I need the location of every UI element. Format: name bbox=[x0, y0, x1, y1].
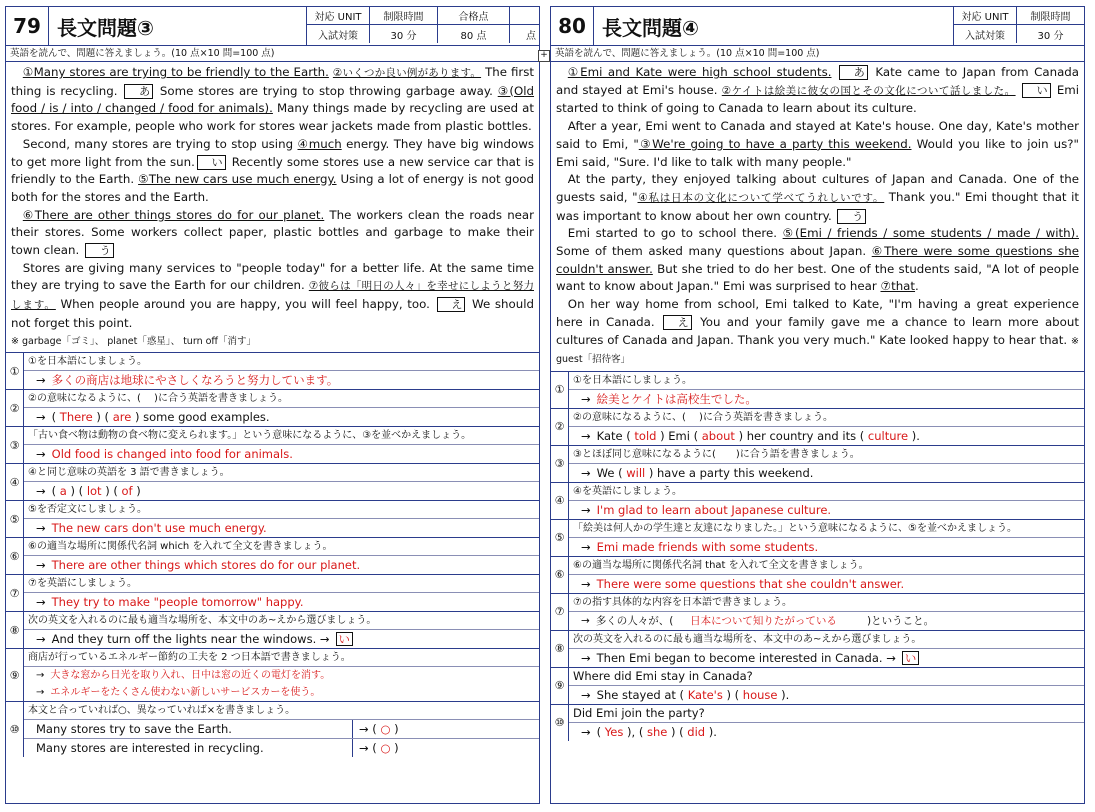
arrow-icon: → bbox=[581, 687, 591, 702]
text: ) her country and its ( bbox=[738, 428, 865, 443]
text: ) ( bbox=[726, 687, 740, 702]
header bbox=[6, 7, 539, 46]
worksheet-79 bbox=[5, 6, 540, 804]
arrow-icon: → bbox=[319, 632, 330, 647]
sentence-4: ④私は日本の文化について学べてうれしいです。 bbox=[637, 191, 885, 204]
score-unit: 点 bbox=[509, 25, 539, 43]
answer bbox=[24, 445, 539, 463]
question-number: ③ bbox=[551, 446, 569, 482]
answer-blank: house bbox=[742, 687, 778, 702]
answer-blank: lot bbox=[86, 484, 102, 499]
text: Some of them asked many questions about Japan. bbox=[556, 244, 867, 259]
time-value: 30 分 bbox=[369, 25, 437, 43]
sentence-1: ①Many stores are trying to be friendly to the Earth. bbox=[22, 65, 329, 79]
arrow-icon: → bbox=[36, 670, 45, 682]
answer bbox=[24, 684, 539, 701]
question-number: ⑨ bbox=[6, 649, 24, 701]
text: ). bbox=[781, 687, 790, 702]
worksheet-80 bbox=[550, 6, 1085, 804]
blank-e: え bbox=[437, 297, 466, 312]
question-8 bbox=[551, 631, 1084, 668]
arrow-icon: → bbox=[36, 373, 46, 388]
question-text: 本文と合っていれば○、異なっていれば×を書きましょう。 bbox=[24, 702, 539, 720]
answer-blank: Yes bbox=[604, 724, 624, 739]
answer bbox=[24, 667, 539, 684]
answer-text: There are other things which stores do for our planet. bbox=[51, 558, 361, 573]
question-6 bbox=[551, 557, 1084, 594]
question-number: ① bbox=[6, 353, 24, 389]
answer bbox=[569, 464, 1084, 482]
text: ) have a party this weekend. bbox=[648, 465, 814, 480]
answer: → ( a ) ( lot ) ( of ) bbox=[36, 484, 141, 499]
judge-row: Many stores are interested in recycling. → ( ○ ) bbox=[24, 739, 539, 757]
question-text: ③とほぼ同じ意味になるように( )に合う語を書きましょう。 bbox=[569, 446, 1084, 464]
arrow-icon: → bbox=[36, 632, 46, 647]
blank-a: あ bbox=[839, 65, 868, 80]
arrow-icon: → bbox=[359, 722, 369, 737]
text: After a year, Emi went to Canada and stayed at Kate's house. One day, Kate's mother said to Emi, " bbox=[556, 119, 1079, 151]
question-text: ④と同じ意味の英語を 3 語で書きましょう。 bbox=[24, 464, 539, 482]
text: The first thing is recycling. bbox=[11, 65, 535, 98]
text: The workers clean the roads near their stores. Some workers collect paper, plastic bottles and garbage to make their town clean. bbox=[11, 207, 535, 258]
text: On her way home from school, Emi talked to Kate, "I'm having a great experience here in Canada. bbox=[556, 297, 1079, 329]
header bbox=[551, 7, 1084, 46]
judge-answer: ○ bbox=[380, 722, 391, 737]
question-4 bbox=[551, 483, 1084, 520]
arrow-icon: → bbox=[581, 502, 591, 517]
blank-e: え bbox=[663, 315, 692, 330]
arrow-icon: → bbox=[359, 741, 369, 756]
text: Some stores are trying to stop throwing garbage away. bbox=[159, 83, 493, 98]
arrow-icon: → bbox=[886, 650, 896, 665]
arrow-icon: → bbox=[581, 539, 591, 554]
passage bbox=[6, 62, 539, 353]
blank-i: い bbox=[1022, 83, 1051, 98]
question-7 bbox=[6, 575, 539, 612]
answer-blank: There bbox=[59, 410, 93, 425]
answer bbox=[569, 649, 1084, 667]
text: She stayed at ( bbox=[596, 687, 685, 702]
text: You and your family gave me a chance to learn more about cultures of Canada and Japan. Thank you very much." Kate looked happy to hear that. bbox=[556, 314, 1079, 347]
question-number: ⑩ bbox=[551, 705, 569, 741]
sentence-5: ⑤The new cars use much energy. bbox=[138, 172, 337, 187]
answer-text: They try to make "people tomorrow" happy. bbox=[51, 595, 304, 610]
question-number: ④ bbox=[551, 483, 569, 519]
question-number: ② bbox=[6, 390, 24, 426]
arrow-icon: → bbox=[581, 465, 591, 480]
sentence-6: ⑥There were some questions she couldn't answer. bbox=[556, 244, 1079, 276]
answer bbox=[24, 630, 539, 648]
answer bbox=[24, 593, 539, 611]
question-text: ⑥の適当な場所に関係代名詞 which を入れて全文を書きましょう。 bbox=[24, 538, 539, 556]
arrow-icon: → bbox=[36, 558, 46, 573]
question-4 bbox=[6, 464, 539, 501]
question-number: ⑤ bbox=[551, 520, 569, 556]
answer-blank: a bbox=[59, 484, 67, 499]
question-text: 次の英文を入れるのに最も適当な場所を、本文中のあ~えから選びましょう。 bbox=[24, 612, 539, 630]
answer bbox=[569, 686, 1084, 704]
answer-blank: about bbox=[701, 428, 735, 443]
question-number: ⑦ bbox=[551, 594, 569, 630]
question-8 bbox=[6, 612, 539, 649]
unit-value: 入試対策 bbox=[318, 30, 358, 42]
unit-value: 入試対策 bbox=[965, 30, 1005, 42]
question-2 bbox=[551, 409, 1084, 446]
question-number: ⑤ bbox=[6, 501, 24, 537]
question-1 bbox=[551, 372, 1084, 409]
answer-text: There were some questions that she couldn't answer. bbox=[596, 576, 905, 591]
question-9 bbox=[6, 649, 539, 702]
question-3 bbox=[6, 427, 539, 464]
question-text: Where did Emi stay in Canada? bbox=[569, 668, 1084, 686]
answer-text: I'm glad to learn about Japanese culture. bbox=[596, 502, 832, 517]
answer-text: Old food is changed into food for animals. bbox=[51, 447, 293, 462]
text: Kate came to Japan from Canada and stayed at Emi's house. bbox=[556, 65, 1080, 97]
text: But she tried to do her best. One of the students said, "A lot of people want to know about Japan." Emi was surprised to hear bbox=[556, 261, 1079, 294]
question-text: Did Emi join the party? bbox=[569, 705, 1084, 723]
question-text: ④を英語にしましょう。 bbox=[569, 483, 1084, 501]
meta-table bbox=[954, 7, 1084, 45]
text: Emi started to go to school there. bbox=[567, 226, 778, 241]
page-title: 長文問題④ bbox=[594, 7, 954, 45]
answer: → ( There ) ( are ) some good examples. bbox=[36, 410, 270, 425]
text: Would you like to join us?" Emi said, "Sure. I'd like to talk with many people." bbox=[556, 136, 1079, 169]
answer-text: 絵美とケイトは高校生でした。 bbox=[596, 391, 757, 406]
word-4: ④much bbox=[297, 136, 342, 151]
question-text: ②の意味になるように、( )に合う英語を書きましょう。 bbox=[24, 390, 539, 408]
question-9 bbox=[551, 668, 1084, 705]
pass-header: 合格点 bbox=[437, 7, 509, 25]
answer-blank: Kate's bbox=[687, 687, 723, 702]
question-number: ⑦ bbox=[6, 575, 24, 611]
question-6 bbox=[6, 538, 539, 575]
answer bbox=[569, 427, 1084, 445]
blank-u: う bbox=[85, 243, 114, 258]
answer-text: Emi made friends with some students. bbox=[596, 539, 819, 554]
text: ) Emi ( bbox=[660, 428, 699, 443]
time-header: 制限時間 bbox=[369, 7, 437, 25]
sentence-2: ②ケイトは絵美に彼女の国とその文化について話しました。 bbox=[721, 84, 1016, 97]
question-number: ⑥ bbox=[6, 538, 24, 574]
instruction: 英語を読んで、問題に答えましょう。(10 点×10 問=100 点) bbox=[551, 46, 1084, 62]
meta-table bbox=[307, 7, 539, 45]
blank-a: あ bbox=[124, 84, 153, 99]
question-text: ①を日本語にしましょう。 bbox=[569, 372, 1084, 390]
arrow-icon: → bbox=[581, 428, 591, 443]
sentence-7: ⑦彼らは「明日の人々」を幸せにしようと努力します。 bbox=[11, 280, 534, 312]
sentence-5: ⑤(Emi / friends / some students / made / with). bbox=[782, 226, 1080, 241]
answer-blank: will bbox=[626, 465, 646, 480]
question-number: ③ bbox=[6, 427, 24, 463]
text: energy. They have big windows to get more light from the sun. bbox=[11, 136, 535, 169]
page-number: 80 bbox=[551, 7, 594, 45]
statement: Many stores are interested in recycling. bbox=[24, 739, 353, 757]
text: Using a lot of energy is not good both for the stores and the Earth. bbox=[11, 172, 534, 204]
question-5 bbox=[6, 501, 539, 538]
text: some good examples. bbox=[143, 410, 270, 425]
text: We should not forget this point. bbox=[11, 297, 534, 330]
arrow-icon: → bbox=[36, 521, 46, 536]
text: )ということ。 bbox=[866, 614, 935, 627]
sentence-1: ①Emi and Kate were high school students. bbox=[567, 65, 832, 79]
answer-choice: い bbox=[902, 651, 920, 665]
answer-blank: she bbox=[646, 724, 668, 739]
answer-blank: told bbox=[634, 428, 657, 443]
arrow-icon: → bbox=[581, 724, 591, 739]
time-value: 30 分 bbox=[1016, 25, 1084, 43]
text: Stores are giving many services to "people today" for a better life. At the same time they are trying to save the Earth for our children. bbox=[11, 260, 534, 293]
question-text: 次の英文を入れるのに最も適当な場所を、本文中のあ~えから選びましょう。 bbox=[569, 631, 1084, 649]
answer bbox=[569, 612, 1084, 630]
given-sentence: And they turn off the lights near the windows. bbox=[51, 632, 317, 647]
answer-blank: did bbox=[687, 724, 706, 739]
answer-text: 多くの商店は地球にやさしくなろうと努力しています。 bbox=[51, 373, 339, 388]
question-number: ⑧ bbox=[551, 631, 569, 667]
arrow-icon: → bbox=[36, 447, 46, 462]
answer bbox=[24, 556, 539, 574]
answer-text: エネルギーをたくさん使わない新しいサービスカーを使う。 bbox=[50, 687, 321, 699]
passage: ①Emi and Kate were high school students. あ Kate came to Japan from Canada and stayed at Emi's house. ②ケイトは絵美に彼女の国とその文化について話しました。 い Emi started to think of going to Canada to learn about its culture. After a year, Emi went to Canada and stayed at Kate's house. One day, Kate's mother said to Emi, "③We're going to have a party this weekend. Would you like to join us?" Emi said, "Sure. I'd like to talk with many people." At the party, they enjoyed talking about cultures of Japan and Canada. One of the guests said, "④私は日本の文化について学べてうれしいです。 Thank you." Emi thought that it was important to know about her own country. う Emi started to go to school there. ⑤(Emi / friends / some students / made / with). Some of them asked many questions about Japan. ⑥There were some questions she couldn't answer. But she tried to do her best. One of the students said, "A lot of people want to know about Japan." Emi was surprised to hear ⑦that. On her way home from school, Emi talked to Kate, "I'm having a great experience here in Canada. え You and your family gave me a chance to learn more about cultures of Canada and Japan. Thank you very much." Kate looked happy to hear that. ※ guest「招待客」 bbox=[551, 62, 1084, 372]
answer-blank: of bbox=[121, 484, 133, 499]
move-handle-icon[interactable]: + bbox=[538, 50, 550, 62]
question-10 bbox=[6, 702, 539, 757]
answer bbox=[569, 538, 1084, 556]
instruction: 英語を読んで、問題に答えましょう。(10 点×10 問=100 点) bbox=[6, 46, 539, 62]
text: Recently some stores use a new service car that is friendly to the Earth. bbox=[11, 154, 534, 187]
question-1 bbox=[6, 353, 539, 390]
answer-blank: 日本について知りたがっている bbox=[690, 614, 837, 627]
question-text: ⑤を否定文にしましょう。 bbox=[24, 501, 539, 519]
text: Emi started to think of going to Canada to learn about its culture. bbox=[556, 82, 1080, 116]
vocab-note: ※ guest「招待客」 bbox=[556, 335, 1080, 366]
answer bbox=[24, 519, 539, 537]
answer-text: 大きな窓から日光を取り入れ、日中は窓の近くの電灯を消す。 bbox=[50, 670, 331, 682]
answer bbox=[569, 575, 1084, 593]
text: Many things made by recycling are used at stores. For example, people who work for stores wear jackets made from plastic bottles. bbox=[11, 101, 535, 134]
page-title: 長文問題③ bbox=[49, 7, 307, 45]
question-2 bbox=[6, 390, 539, 427]
pass-value: 80 点 bbox=[437, 25, 509, 43]
question-number: ② bbox=[551, 409, 569, 445]
text: ). bbox=[911, 428, 920, 443]
page-number: 79 bbox=[6, 7, 49, 45]
given-sentence: Then Emi began to become interested in Canada. bbox=[596, 650, 883, 665]
sentence-2: ②いくつか良い例があります。 bbox=[332, 67, 482, 79]
arrow-icon: → bbox=[36, 595, 46, 610]
score-header bbox=[509, 7, 539, 25]
unit-header: 対応 UNIT bbox=[307, 7, 369, 25]
question-number: ⑧ bbox=[6, 612, 24, 648]
arrow-icon: → bbox=[36, 687, 45, 699]
answer-choice: い bbox=[336, 632, 354, 646]
question-number: ④ bbox=[6, 464, 24, 500]
arrow-icon: → bbox=[581, 391, 591, 406]
judge-row: Many stores try to save the Earth. → ( ○ ) bbox=[24, 720, 539, 739]
answer-text: The new cars don't use much energy. bbox=[51, 521, 267, 536]
question-10 bbox=[551, 705, 1084, 741]
blank-i: い bbox=[197, 155, 226, 170]
question-5 bbox=[551, 520, 1084, 557]
question-text: ⑦を英語にしましょう。 bbox=[24, 575, 539, 593]
judge-answer: ○ bbox=[380, 741, 391, 756]
vocab-note: ※ garbage「ゴミ」、 planet「惑星」、 turn off「消す」 bbox=[11, 335, 256, 347]
question-text: ⑥の適当な場所に関係代名詞 that を入れて全文を書きましょう。 bbox=[569, 557, 1084, 575]
word-7: ⑦that bbox=[880, 279, 916, 294]
sentence-3: ③We're going to have a party this weekend. bbox=[638, 136, 912, 151]
text: When people around you are happy, you will feel happy, too. bbox=[60, 297, 430, 312]
question-number: ⑥ bbox=[551, 557, 569, 593]
text: 多くの人々が、( bbox=[595, 614, 674, 627]
arrow-icon: → bbox=[36, 410, 46, 425]
text: Thank you." Emi thought that it was important to know about her own country. bbox=[556, 189, 1079, 223]
answer: → ( Yes ), ( she ) ( did ). bbox=[581, 724, 717, 739]
text: At the party, they enjoyed talking about cultures of Japan and Canada. One of the guests said, " bbox=[556, 172, 1079, 204]
text: We ( bbox=[596, 465, 623, 480]
answer bbox=[24, 371, 539, 389]
question-text: ②の意味になるように、( )に合う英語を書きましょう。 bbox=[569, 409, 1084, 427]
arrow-icon: → bbox=[581, 576, 591, 591]
arrow-icon: → bbox=[581, 614, 590, 627]
time-header: 制限時間 bbox=[1016, 7, 1084, 25]
arrow-icon: → bbox=[581, 650, 591, 665]
question-3 bbox=[551, 446, 1084, 483]
question-number: ⑨ bbox=[551, 668, 569, 704]
question-text: ①を日本語にしましょう。 bbox=[24, 353, 539, 371]
arrow-icon: → bbox=[36, 484, 46, 499]
unit-header: 対応 UNIT bbox=[954, 7, 1016, 25]
question-text: ⑦の指す具体的な内容を日本語で書きましょう。 bbox=[569, 594, 1084, 612]
question-text: 「絵美は何人かの学生達と友達になりました。」という意味になるように、⑤を並べかえましょう。 bbox=[569, 520, 1084, 538]
question-number: ① bbox=[551, 372, 569, 408]
text: Second, many stores are trying to stop using bbox=[22, 136, 294, 151]
question-7 bbox=[551, 594, 1084, 631]
answer bbox=[569, 501, 1084, 519]
sentence-6: ⑥There are other things stores do for our planet. bbox=[22, 207, 325, 222]
question-text: 「古い食べ物は動物の食べ物に変えられます。」という意味になるように、③を並べかえましょう。 bbox=[24, 427, 539, 445]
statement: Many stores try to save the Earth. bbox=[24, 720, 353, 738]
text: Kate ( bbox=[596, 428, 631, 443]
sentence-3: ③(Old food / is / into / changed / food for animals). bbox=[11, 83, 535, 116]
blank-u: う bbox=[837, 209, 866, 224]
answer bbox=[569, 390, 1084, 408]
question-text: 商店が行っているエネルギー節約の工夫を 2 つ日本語で書きましょう。 bbox=[24, 649, 539, 667]
answer-blank: culture bbox=[867, 428, 909, 443]
question-number: ⑩ bbox=[6, 702, 24, 757]
answer-blank: are bbox=[112, 410, 132, 425]
